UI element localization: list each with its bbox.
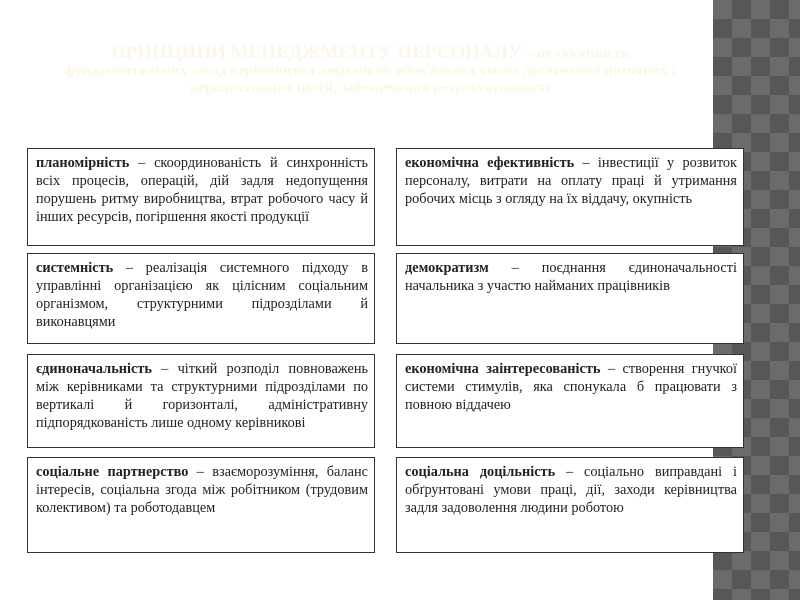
principle-term: економічна ефективність (405, 155, 575, 171)
principle-text: – соціально виправдані і обґрунтовані умови праці, дії, заходи керівництва задля задоволення людини роботою (405, 464, 737, 516)
title-definition: – це сукупність фундаментальних засад керівництва людьми як обов'язкова умова досягнення поточних і перспективних цілей, забезпечення результативності (64, 46, 676, 96)
principle-term: планомірність (36, 155, 130, 171)
principle-term: єдиноначальність (36, 361, 152, 377)
principle-term: соціальне партнерство (36, 464, 189, 480)
principle-text: – реалізація системного підходу в управлінні організацією як цілісним соціальним організмом, структурними підрозділами й виконавцями (36, 260, 368, 330)
principle-box (27, 457, 375, 553)
principle-text: – створення гнучкої системи стимулів, яка спонукала б працювати з повною віддачею (405, 361, 737, 413)
principle-term: економічна заінтересованість (405, 361, 601, 377)
principle-box (396, 457, 744, 553)
principle-text: – скоординованість й синхронність всіх процесів, операцій, дій задля недопущення порушень ритму виробництва, втрат робочого часу й інших ресурсів, погіршення якості продукції (36, 155, 368, 225)
principle-text: – поєднання єдиноначальності начальника з участю найманих працівників (405, 260, 737, 294)
principle-box (27, 354, 375, 448)
principle-box (396, 354, 744, 448)
principle-box (27, 148, 375, 246)
principle-box (27, 253, 375, 344)
principle-text: – інвестиції у розвиток персоналу, витрати на оплату праці й утримання робочих місць з огляду на їх віддачу, окупність (405, 155, 737, 207)
principle-box (396, 253, 744, 344)
slide-title (55, 44, 685, 97)
principle-term: демократизм (405, 260, 489, 276)
principle-text: – чіткий розподіл повноважень між керівниками та структурними підрозділами по вертикалі й горизонталі, адміністративну підпорядкованість лише одному керівникові (36, 361, 368, 431)
principle-term: системність (36, 260, 114, 276)
title-heading: ПРИНЦИПИ МЕНЕДЖМЕНТУ ПЕРСОНАЛУ (110, 42, 522, 63)
principle-text: – взаєморозуміння, баланс інтересів, соціальна згода між робітником (трудовим колективом) та роботодавцем (36, 464, 368, 516)
principle-term: соціальна доцільність (405, 464, 556, 480)
principle-box (396, 148, 744, 246)
